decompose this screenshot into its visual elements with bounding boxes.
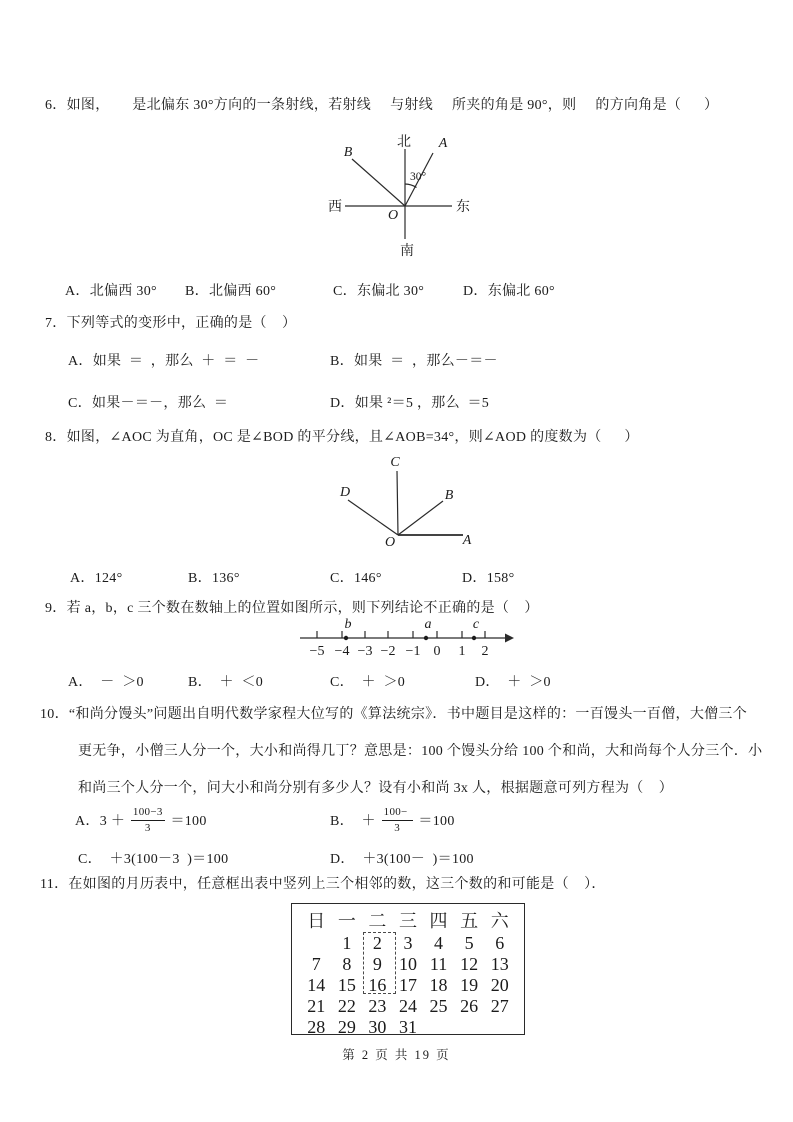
q10-option-d	[330, 848, 474, 868]
north-label: 北	[397, 135, 411, 150]
q8-angle-diagram	[335, 453, 475, 568]
date-cell: 30	[368, 1017, 387, 1037]
q8-option-a: A．124°	[70, 571, 123, 586]
date-cell: 1	[342, 933, 352, 953]
weekday-cell: 二	[368, 911, 387, 931]
tick-label: −4	[334, 644, 350, 659]
date-cell	[423, 1017, 454, 1038]
date-cell: 6	[495, 933, 505, 953]
date-cell: 8	[342, 954, 352, 974]
origin-label: O	[387, 208, 399, 223]
point-c-dot	[472, 636, 476, 640]
question-7-stem: 7．下列等式的变形中，正确的是（ ）	[45, 316, 297, 331]
weekday-cell: 六	[490, 911, 509, 931]
question-11-stem: 11．在如图的月历表中，任意框出表中竖列上三个相邻的数，这三个数的和可能是（ ）．	[40, 877, 606, 892]
ray-a-label: A	[438, 136, 448, 151]
fraction	[382, 806, 413, 834]
a-label: A	[462, 533, 472, 548]
axis-arrow	[505, 634, 514, 643]
angle-value-label: 30°	[410, 171, 427, 183]
q10-option-b-label: B．	[330, 814, 354, 829]
weekday-cell: 五	[460, 911, 479, 931]
q10-option-b-pre: ＋	[353, 814, 380, 829]
q8-option-d: D．158°	[462, 571, 515, 586]
calendar-table	[291, 903, 525, 1035]
point-b-dot	[344, 636, 348, 640]
date-cell: 27	[490, 996, 509, 1016]
question-10-stem-line1: 10．“和尚分馒头”问题出自明代数学家程大位写的《算法统宗》．书中题目是这样的：一百馒头一百僧，大僧三个	[40, 707, 748, 722]
calendar-row	[301, 933, 515, 954]
date-cell: 25	[429, 996, 448, 1016]
question-8-stem: 8．如图，∠AOC 为直角，OC 是∠BOD 的平分线，且∠AOB=34°，则∠AOD 的度数为（ ）	[45, 430, 639, 445]
q10-option-d-label: D．	[330, 852, 355, 867]
fraction-numerator: 100−3	[131, 806, 165, 821]
date-cell: 4	[434, 933, 444, 953]
o-label: O	[384, 535, 396, 550]
q9-numberline	[298, 616, 522, 662]
fraction-numerator: 100−	[382, 806, 413, 821]
selected-column-dashed-box	[363, 932, 396, 994]
date-cell: 9	[372, 954, 382, 974]
q9-option-a: A． － ＞0	[68, 675, 144, 690]
calendar-weekday-row	[301, 907, 515, 933]
point-a-dot	[424, 636, 428, 640]
angle-arc	[405, 184, 417, 188]
q7-option-c: C．如果－＝－，那么 ＝	[68, 396, 229, 411]
date-cell: 17	[398, 975, 417, 995]
point-a-label: a	[424, 617, 432, 632]
weekday-cell: 日	[307, 911, 326, 931]
q7-option-d: D．如果 ²＝5 ，那么 ＝5	[330, 396, 490, 411]
q10-option-a-pre: 3 ＋	[99, 814, 129, 829]
date-cell: 16	[368, 975, 387, 995]
tick-label: 0	[433, 644, 441, 659]
q10-option-a-post: ＝100	[166, 814, 207, 829]
q6-option-c: C．东偏北 30°	[333, 284, 425, 299]
weekday-cell: 一	[337, 911, 356, 931]
date-cell	[484, 1017, 515, 1038]
fraction-denominator: 3	[144, 821, 151, 834]
q10-option-c-label: C．	[78, 852, 102, 867]
q10-option-b	[330, 804, 455, 836]
c-label: C	[390, 455, 400, 470]
question-6-stem: 6．如图， 是北偏东 30°方向的一条射线，若射线 与射线 所夹的角是 90°，则 的方向角是（ ）	[45, 98, 719, 113]
date-cell	[301, 933, 332, 954]
ray-oc	[397, 471, 398, 535]
date-cell: 10	[398, 954, 417, 974]
point-c-label: c	[472, 617, 480, 632]
question-10-stem-line3: 和尚三个人分一个，问大小和尚分别有多少人？设有小和尚 3x 人，根据题意可列方程为（ ）	[78, 781, 674, 796]
page-number-footer: 第 2 页 共 19 页	[342, 1048, 451, 1062]
q8-option-c: C．146°	[330, 571, 382, 586]
calendar-row	[301, 975, 515, 996]
b-label: B	[444, 488, 454, 503]
tick-label: −2	[380, 644, 396, 659]
south-label: 南	[400, 244, 414, 259]
q10-option-a-label: A．	[75, 814, 100, 829]
ray-ob	[398, 501, 443, 535]
date-cell: 21	[307, 996, 326, 1016]
q7-option-a: A．如果 ＝ ，那么 ＋ ＝ －	[68, 354, 260, 369]
date-cell: 3	[403, 933, 413, 953]
date-cell: 18	[429, 975, 448, 995]
q8-option-b: B．136°	[188, 571, 240, 586]
ray-od	[348, 500, 398, 535]
fraction	[131, 806, 165, 834]
q6-option-b: B．北偏西 60°	[185, 284, 277, 299]
q6-option-d: D．东偏北 60°	[463, 284, 555, 299]
q10-option-a	[75, 804, 207, 836]
d-label: D	[339, 485, 351, 500]
calendar-row	[301, 954, 515, 975]
date-cell: 29	[337, 1017, 356, 1037]
date-cell	[454, 1017, 485, 1038]
tick-label: −3	[357, 644, 373, 659]
tick-label: −1	[405, 644, 421, 659]
ray-b-label: B	[343, 145, 353, 160]
q9-option-d: D． ＋ ＞0	[475, 675, 551, 690]
q10-option-c-text: ＋3(100－3 )＝100	[101, 852, 229, 867]
calendar-row	[301, 1017, 515, 1038]
date-cell: 23	[368, 996, 387, 1016]
date-cell: 26	[460, 996, 479, 1016]
question-10-stem-line2: 更无争，小僧三人分一个，大小和尚得几丁？意思是：100 个馒头分给 100 个和尚，大和尚每个人分三个．小	[78, 744, 763, 759]
q6-compass-diagram	[320, 131, 490, 266]
west-label: 西	[328, 200, 342, 215]
date-cell: 7	[311, 954, 321, 974]
date-cell: 19	[460, 975, 479, 995]
tick-label: 1	[458, 644, 466, 659]
date-cell: 31	[398, 1017, 417, 1037]
q6-option-a: A．北偏西 30°	[65, 284, 157, 299]
point-b-label: b	[344, 617, 352, 632]
weekday-cell: 四	[429, 911, 448, 931]
question-9-stem: 9．若 a，b，c 三个数在数轴上的位置如图所示，则下列结论不正确的是（ ）	[45, 601, 539, 616]
date-cell: 13	[490, 954, 509, 974]
tick-label: −5	[309, 644, 325, 659]
date-cell: 15	[337, 975, 356, 995]
q10-option-c	[78, 848, 228, 868]
date-cell: 24	[398, 996, 417, 1016]
east-label: 东	[456, 200, 470, 215]
date-cell: 20	[490, 975, 509, 995]
q7-option-b: B．如果 ＝ ，那么－＝－	[330, 354, 498, 369]
q10-option-d-text: ＋3(100－ )＝100	[354, 852, 474, 867]
fraction-denominator: 3	[394, 821, 401, 834]
ray-ob	[352, 159, 405, 206]
calendar-row	[301, 996, 515, 1017]
date-cell: 28	[307, 1017, 326, 1037]
weekday-cell: 三	[398, 911, 417, 931]
date-cell: 14	[307, 975, 326, 995]
date-cell: 5	[464, 933, 474, 953]
date-cell: 22	[337, 996, 356, 1016]
q9-option-b: B． ＋ ＜0	[188, 675, 264, 690]
tick-label: 2	[481, 644, 489, 659]
date-cell: 12	[460, 954, 479, 974]
date-cell: 11	[429, 954, 448, 974]
date-cell: 2	[372, 933, 382, 953]
q10-option-b-post: ＝100	[414, 814, 455, 829]
q9-option-c: C． ＋ ＞0	[330, 675, 406, 690]
